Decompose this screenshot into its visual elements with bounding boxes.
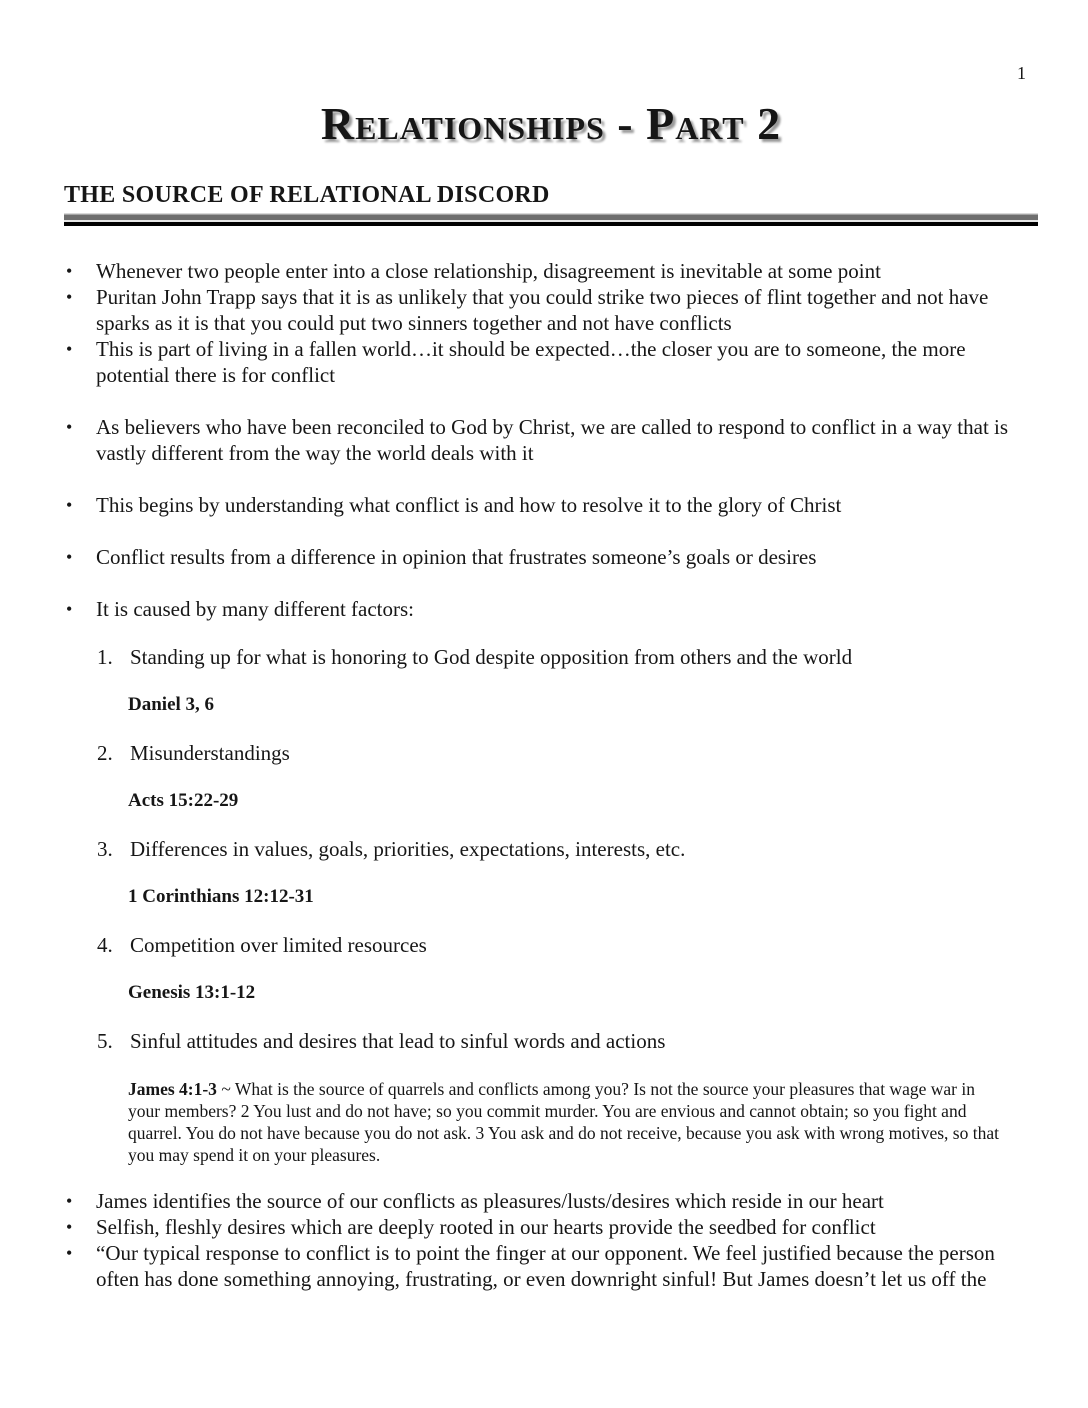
bullet-icon: • <box>66 261 73 281</box>
list-item <box>64 492 1038 518</box>
bullet-text: Selfish, fleshly desires which are deeply rooted in our hearts provide the seedbed for conflict <box>96 1215 876 1239</box>
item-number: 3. <box>97 837 113 861</box>
numbered-item <box>64 1028 1038 1054</box>
numbered-item <box>64 740 1038 766</box>
list-item <box>64 596 1038 622</box>
list-item <box>64 544 1038 570</box>
list-item <box>64 414 1038 466</box>
bullet-icon: • <box>66 599 73 619</box>
section-heading: THE SOURCE OF RELATIONAL DISCORD <box>64 182 550 208</box>
bullet-icon: • <box>66 1217 73 1237</box>
bullet-icon: • <box>66 547 73 567</box>
scripture-reference: 1 Corinthians 12:12-31 <box>128 886 314 907</box>
item-text: Sinful attitudes and desires that lead to sinful words and actions <box>130 1029 666 1053</box>
list-item <box>64 1188 1038 1214</box>
scripture-reference: Daniel 3, 6 <box>128 694 215 715</box>
bullet-icon: • <box>66 1243 73 1263</box>
numbered-item <box>64 836 1038 862</box>
bullet-text: Puritan John Trapp says that it is as unlikely that you could strike two pieces of flint together and not have sparks as it is that you could put two sinners together and not have conflicts <box>96 285 989 335</box>
bullet-text: Whenever two people enter into a close relationship, disagreement is inevitable at some point <box>96 259 881 283</box>
bullet-icon: • <box>66 495 73 515</box>
numbered-item <box>64 932 1038 958</box>
list-item <box>64 258 1038 284</box>
scripture-reference: Genesis 13:1-12 <box>128 982 256 1003</box>
bullet-text: As believers who have been reconciled to God by Christ, we are called to respond to conflict in a way that is vastly different from the way the world deals with it <box>96 415 1009 465</box>
numbered-item <box>64 644 1038 670</box>
bullet-text: James identifies the source of our conflicts as pleasures/lusts/desires which reside in our heart <box>96 1189 884 1213</box>
item-number: 1. <box>97 645 113 669</box>
closing-bullet-list <box>64 1188 1038 1292</box>
item-text: Standing up for what is honoring to God despite opposition from others and the world <box>130 645 853 669</box>
scripture-quote <box>128 1078 1010 1166</box>
section-divider <box>64 213 1038 226</box>
item-text: Differences in values, goals, priorities, expectations, interests, etc. <box>130 837 686 861</box>
bullet-icon: • <box>66 287 73 307</box>
numbered-factor-list <box>64 644 1038 1054</box>
item-number: 2. <box>97 741 113 765</box>
list-item <box>64 1214 1038 1240</box>
page-title: Relationships - Part 2 <box>320 98 782 149</box>
bullet-icon: • <box>66 339 73 359</box>
intro-bullet-list <box>64 258 1038 622</box>
list-item <box>64 1240 1038 1292</box>
bullet-text: “Our typical response to conflict is to point the finger at our opponent. We feel justified because the person often has done something annoying, frustrating, or even downright sinful! But James doesn’t let us off the <box>96 1241 995 1291</box>
item-text: Misunderstandings <box>130 741 290 765</box>
bullet-icon: • <box>66 417 73 437</box>
bullet-text: This begins by understanding what conflict is and how to resolve it to the glory of Christ <box>96 493 842 517</box>
section-header <box>64 180 1038 226</box>
quote-text: ~ What is the source of quarrels and conflicts among you? Is not the source your pleasures that wage war in your members? 2 You lust and do not have; so you commit murder. You are envious and cannot obtain; so you fight and quarrel. You do not have because you do not ask. 3 You ask and do not receive, because you ask with wrong motives, so that you may spend it on your pleasures. <box>128 1079 999 1165</box>
bullet-icon: • <box>66 1191 73 1211</box>
scripture-reference: Acts 15:22-29 <box>128 790 239 811</box>
bullet-text: It is caused by many different factors: <box>96 597 415 621</box>
item-text: Competition over limited resources <box>130 933 427 957</box>
list-item <box>64 336 1038 388</box>
item-number: 5. <box>97 1029 113 1053</box>
quote-reference: James 4:1-3 <box>128 1079 217 1099</box>
list-item <box>64 284 1038 336</box>
bullet-text: Conflict results from a difference in opinion that frustrates someone’s goals or desires <box>96 545 817 569</box>
item-number: 4. <box>97 933 113 957</box>
page-number: 1 <box>1017 63 1026 83</box>
bullet-text: This is part of living in a fallen world…it should be expected…the closer you are to someone, the more potential there is for conflict <box>96 337 966 387</box>
